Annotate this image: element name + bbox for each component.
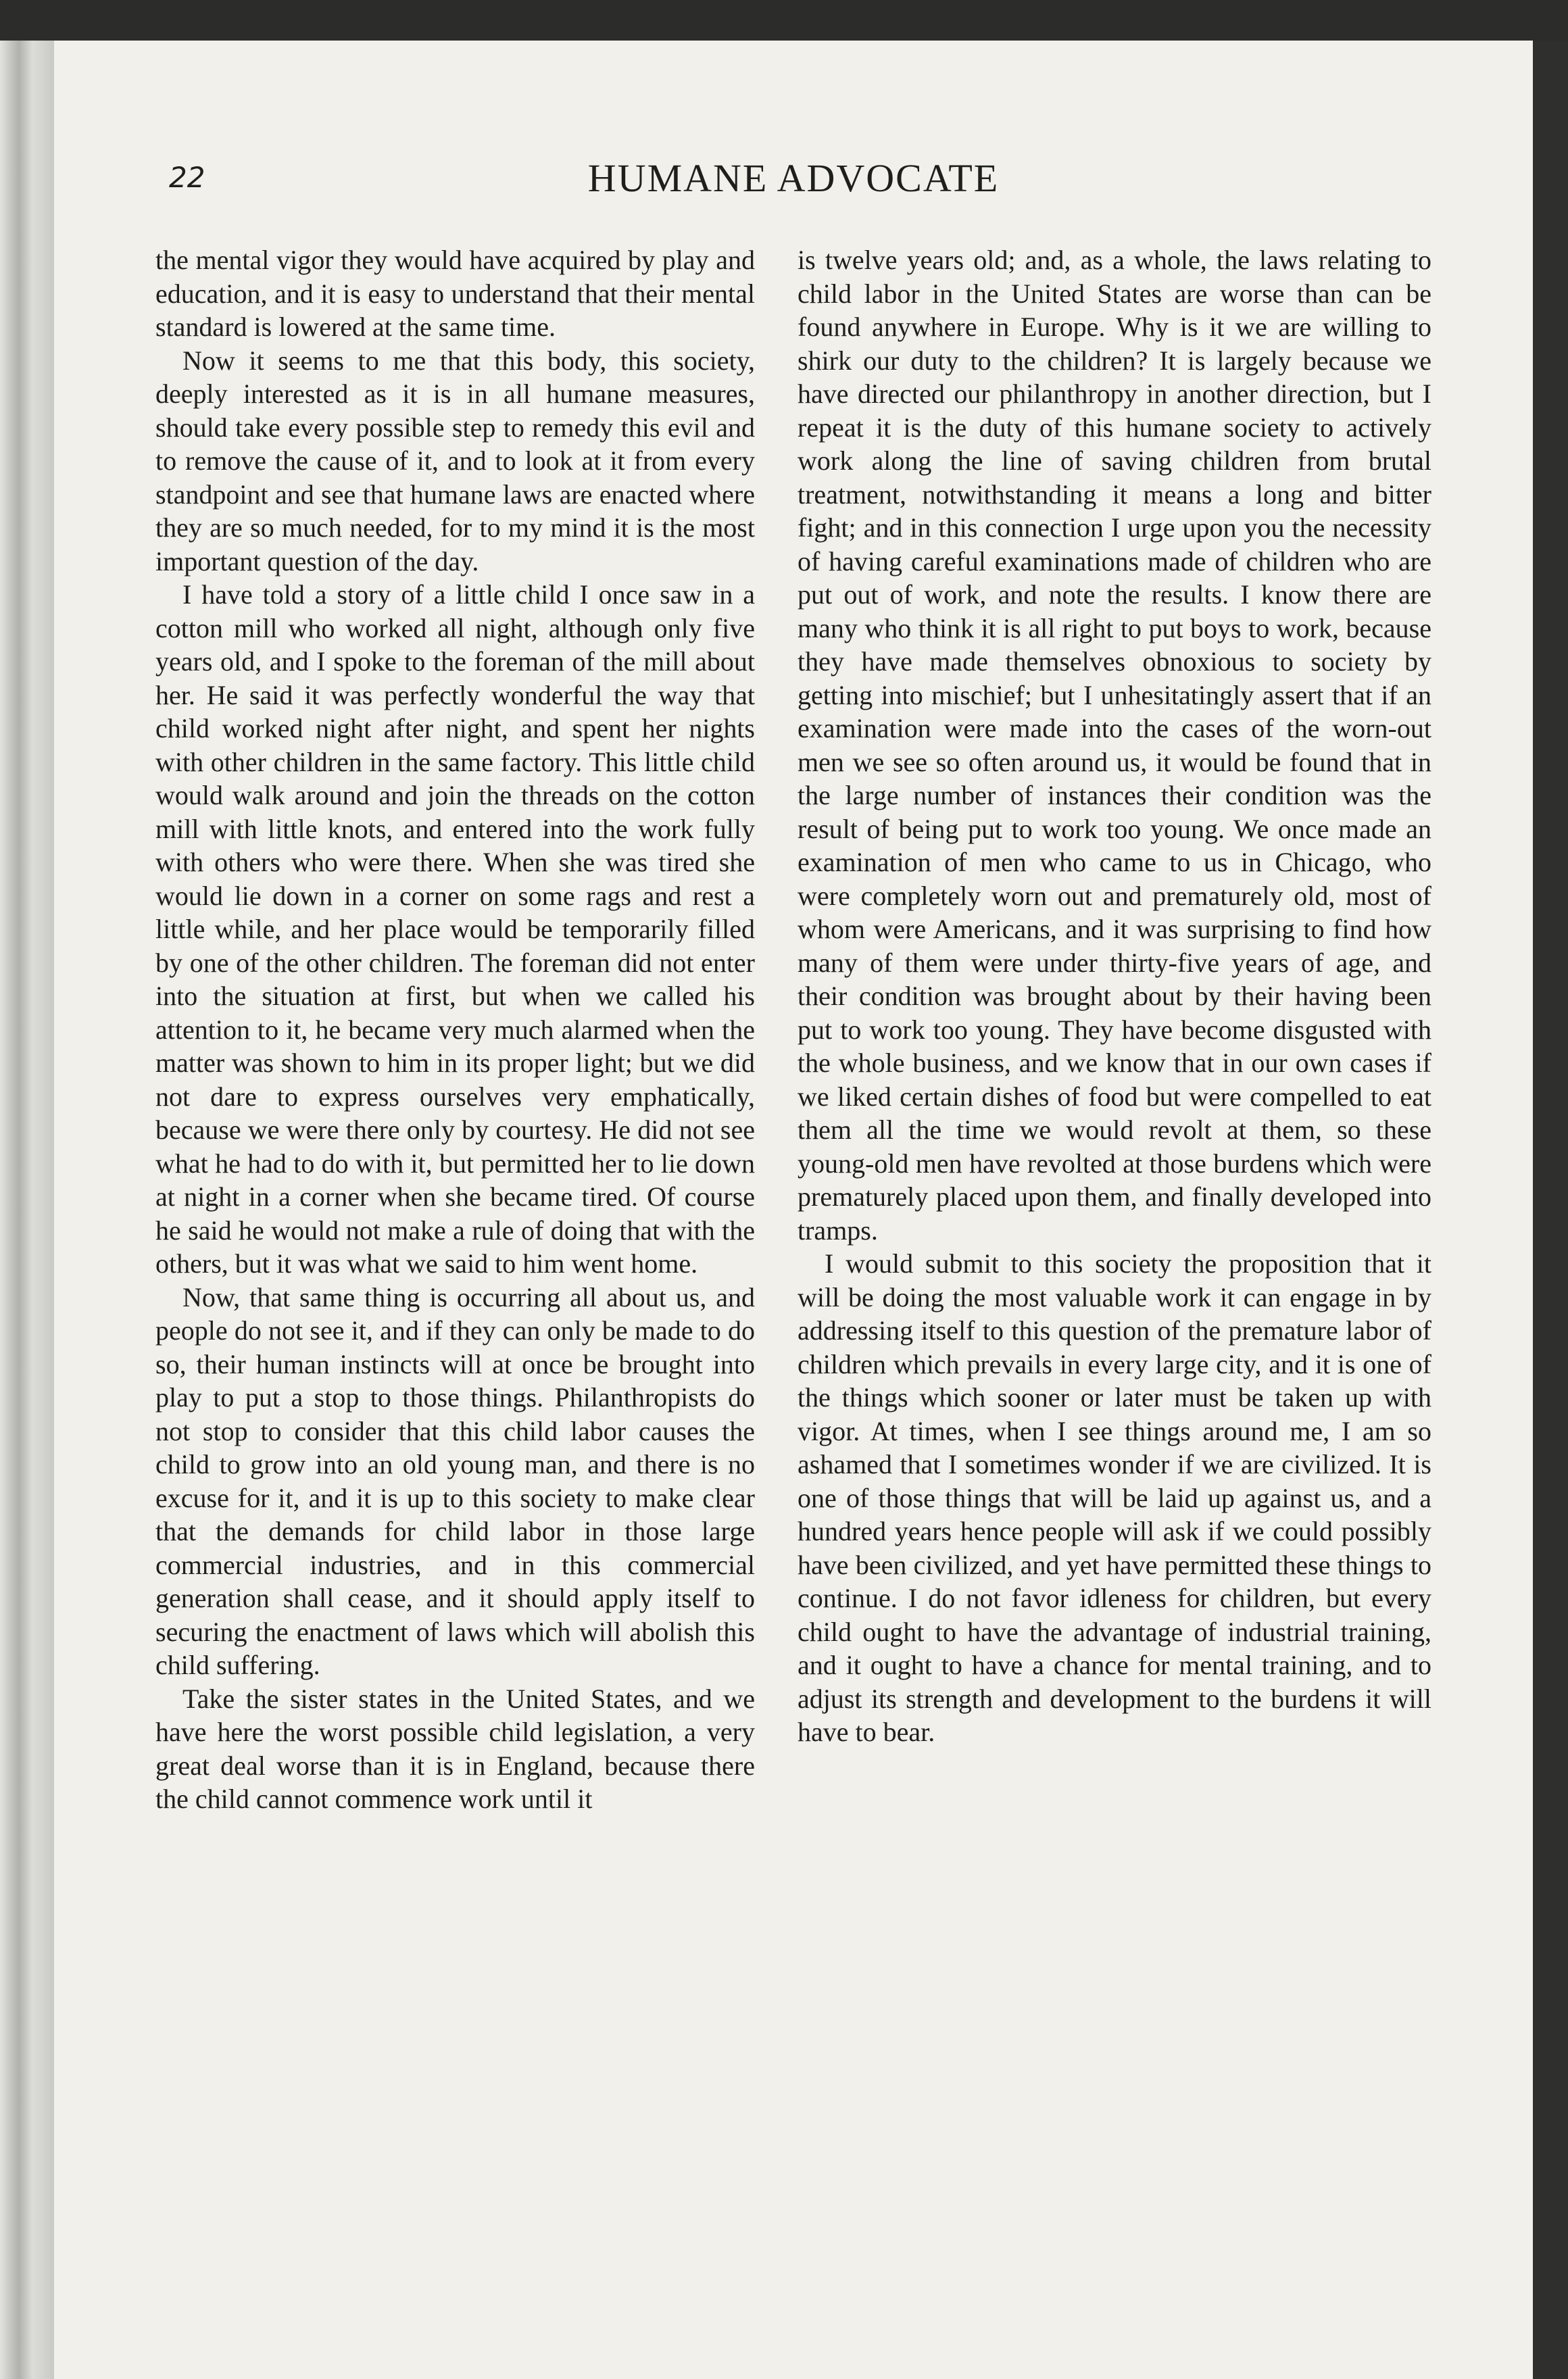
paragraph: Now, that same thing is occurring all about us, and people do not see it, and if they can only be made to do so, their human instincts will at once be brought into play to put a stop to those things. Philanthropists do not stop to consider that this child labor causes the child to grow into an old young man, and there is no excuse for it, and it is up to this society to make clear that the demands for child labor in those large commercial industries, and in this commercial generation shall cease, and it should apply itself to securing the enactment of laws which will abolish this child suffering.	[155, 1281, 755, 1680]
paragraph: Take the sister states in the United States, and we have here the worst possible child legislation, a very great deal worse than it is in England, because there the child cannot commence work until it	[155, 1683, 755, 1814]
paragraph: I have told a story of a little child I once saw in a cotton mill who worked all night, although only five years old, and I spoke to the foreman of the mill about her. He said it was perfectly wonderful the way that child worked night after night, and spent her nights with other children in the same factory. This little child would walk around and join the threads on the cotton mill with little knots, and entered into the work fully with others who were there. When she was tired she would lie down in a corner on some rags and rest a little while, and her place would be temporarily filled by one of the other children. The foreman did not enter into the situation at first, but when we called his attention to it, he became very much alarmed when the matter was shown to him in its proper light; but we did not dare to express ourselves very emphatically, because we were there only by courtesy. He did not see what he had to do with it, but permitted her to lie down at night in a corner when she became tired. Of course he said he would not make a rule of doing that with the others, but it was what we said to him went home.	[155, 579, 755, 1279]
paragraph: the mental vigor they would have acquired by play and education, and it is easy to understand that their mental standard is lowered at the same time.	[155, 245, 755, 342]
page-number: 22	[169, 161, 205, 194]
scan-right-border	[1533, 41, 1568, 2379]
document-page	[54, 41, 1533, 2379]
right-column	[798, 243, 1431, 1749]
running-header-title: HUMANE ADVOCATE	[587, 156, 1000, 200]
paragraph: is twelve years old; and, as a whole, the laws relating to child labor in the United States are worse than can be found anywhere in Europe. Why is it we are willing to shirk our duty to the children? It is largely because we have directed our philanthropy in another direction, but I repeat it is the duty of this humane society to actively work along the line of saving children from brutal treatment, notwithstanding it means a long and bitter fight; and in this connection I urge upon you the necessity of having careful examinations made of children who are put out of work, and note the results. I know there are many who think it is all right to put boys to work, because they have made themselves obnoxious to society by getting into mischief; but I unhesitatingly assert that if an examination were made into the cases of the worn-out men we see so often around us, it would be found that in the large number of instances their condition was the result of being put to work too young. We once made an examination of men who came to us in Chicago, who were completely worn out and prematurely old, most of whom were Americans, and it was surprising to find how many of them were under thirty-five years of age, and their condition was brought about by their having been put to work too young. They have become disgusted with the whole business, and we know that in our own cases if we liked certain dishes of food but were compelled to eat them all the time we would revolt at them, so these young-old men have revolted at those burdens which were prematurely placed upon them, and finally developed into tramps.	[798, 245, 1431, 1246]
paragraph: I would submit to this society the proposition that it will be doing the most valuable work it can engage in by addressing itself to this question of the premature labor of children which prevails in every large city, and it is one of the things which sooner or later must be taken up with vigor. At times, when I see things around me, I am so ashamed that I sometimes wonder if we are civilized. It is one of those things that will be laid up against us, and a hundred years hence people will ask if we could possibly have been civilized, and yet have permitted these things to continue. I do not favor idleness for children, but every child ought to have the advantage of industrial training, and it ought to have a chance for mental training, and to adjust its strength and development to the burdens it will have to bear.	[798, 1248, 1431, 1747]
scan-top-border	[0, 0, 1568, 41]
paragraph: Now it seems to me that this body, this society, deeply interested as it is in all humane measures, should take every possible step to remedy this evil and to remove the cause of it, and to look at it from every standpoint and see that humane laws are enacted where they are so much needed, for to my mind it is the most important question of the day.	[155, 345, 755, 577]
left-column	[155, 243, 755, 1816]
scan-left-edge	[0, 41, 54, 2379]
